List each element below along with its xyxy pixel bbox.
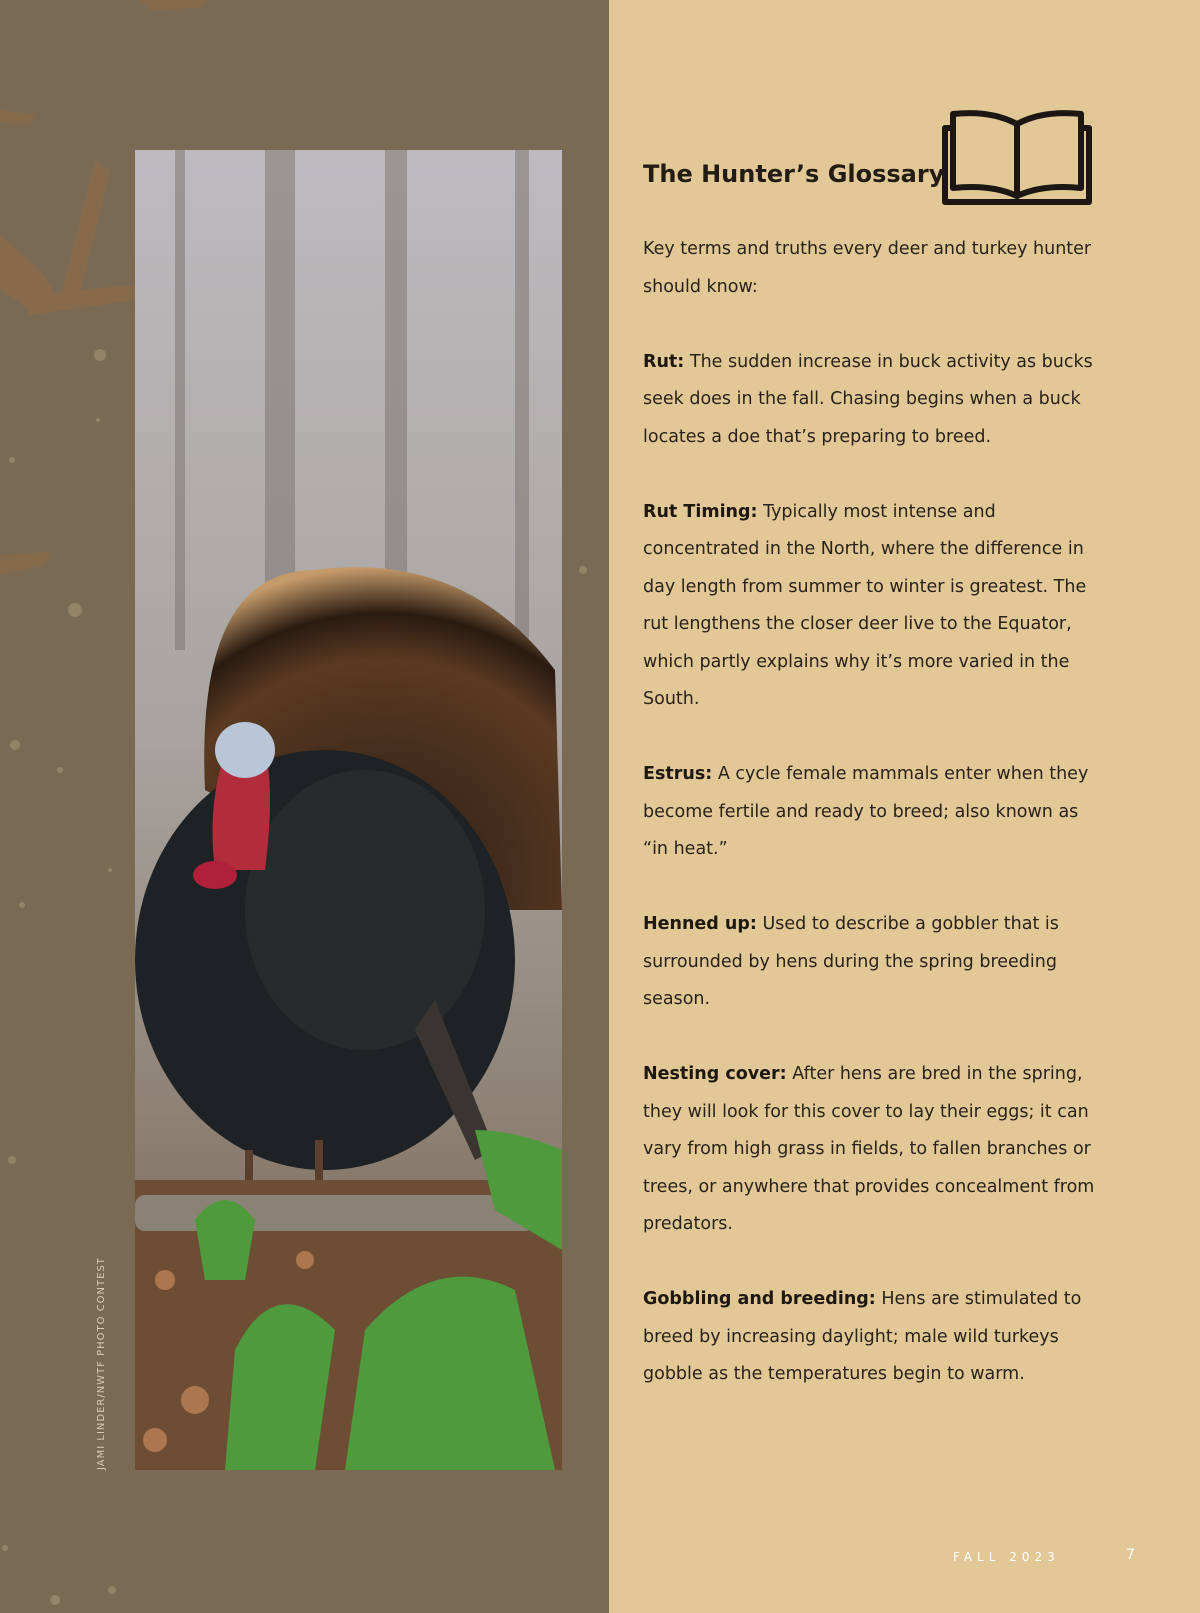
entry-rut: [643, 344, 1098, 457]
photo-credit: JAMI LINDER/NWTF PHOTO CONTEST: [96, 1257, 107, 1470]
entry-term: Nesting cover:: [643, 1064, 787, 1084]
glossary-body: [643, 231, 1098, 1431]
entry-rut-timing: [643, 494, 1098, 719]
issue-label: FALL 2023: [953, 1550, 1060, 1564]
entry-definition: Typically most intense and concentrated in the North, where the difference in day length from summer to winter is greatest. The rut lengthens the closer deer live to the Equator, which partly explains why it’s more varied in the South.: [643, 501, 1087, 709]
entry-estrus: [643, 756, 1098, 869]
entry-henned-up: [643, 906, 1098, 1019]
open-book-icon: [941, 108, 1093, 206]
entry-term: Henned up:: [643, 914, 757, 934]
turkey-photo: [135, 150, 562, 1470]
entry-definition: Used to describe a gobbler that is surrounded by hens during the spring breeding season.: [643, 914, 1059, 1009]
entry-nesting-cover: [643, 1056, 1098, 1244]
entry-gobbling-and-breeding: [643, 1281, 1098, 1394]
intro-text: Key terms and truths every deer and turkey hunter should know:: [643, 239, 1092, 297]
entry-term: Rut:: [643, 351, 685, 372]
entry-term: Rut Timing:: [643, 501, 758, 522]
entry-definition: The sudden increase in buck activity as bucks seek does in the fall. Chasing begins when a buck locates a doe that’s preparing to breed.: [643, 351, 1093, 447]
entry-term: Gobbling and breeding:: [643, 1289, 876, 1309]
entry-definition: A cycle female mammals enter when they become fertile and ready to breed; also known as “in heat.”: [643, 764, 1089, 859]
entry-term: Estrus:: [643, 764, 713, 784]
entry-definition: Hens are stimulated to breed by increasing daylight; male wild turkeys gobble as the temperatures begin to warm.: [643, 1289, 1082, 1384]
entry-definition: After hens are bred in the spring, they will look for this cover to lay their eggs; it can vary from high grass in fields, to fallen branches or trees, or anywhere that provides concealment from predators.: [643, 1064, 1095, 1234]
page-title: The Hunter’s Glossary: [643, 160, 945, 188]
page-number: 7: [1126, 1547, 1135, 1563]
